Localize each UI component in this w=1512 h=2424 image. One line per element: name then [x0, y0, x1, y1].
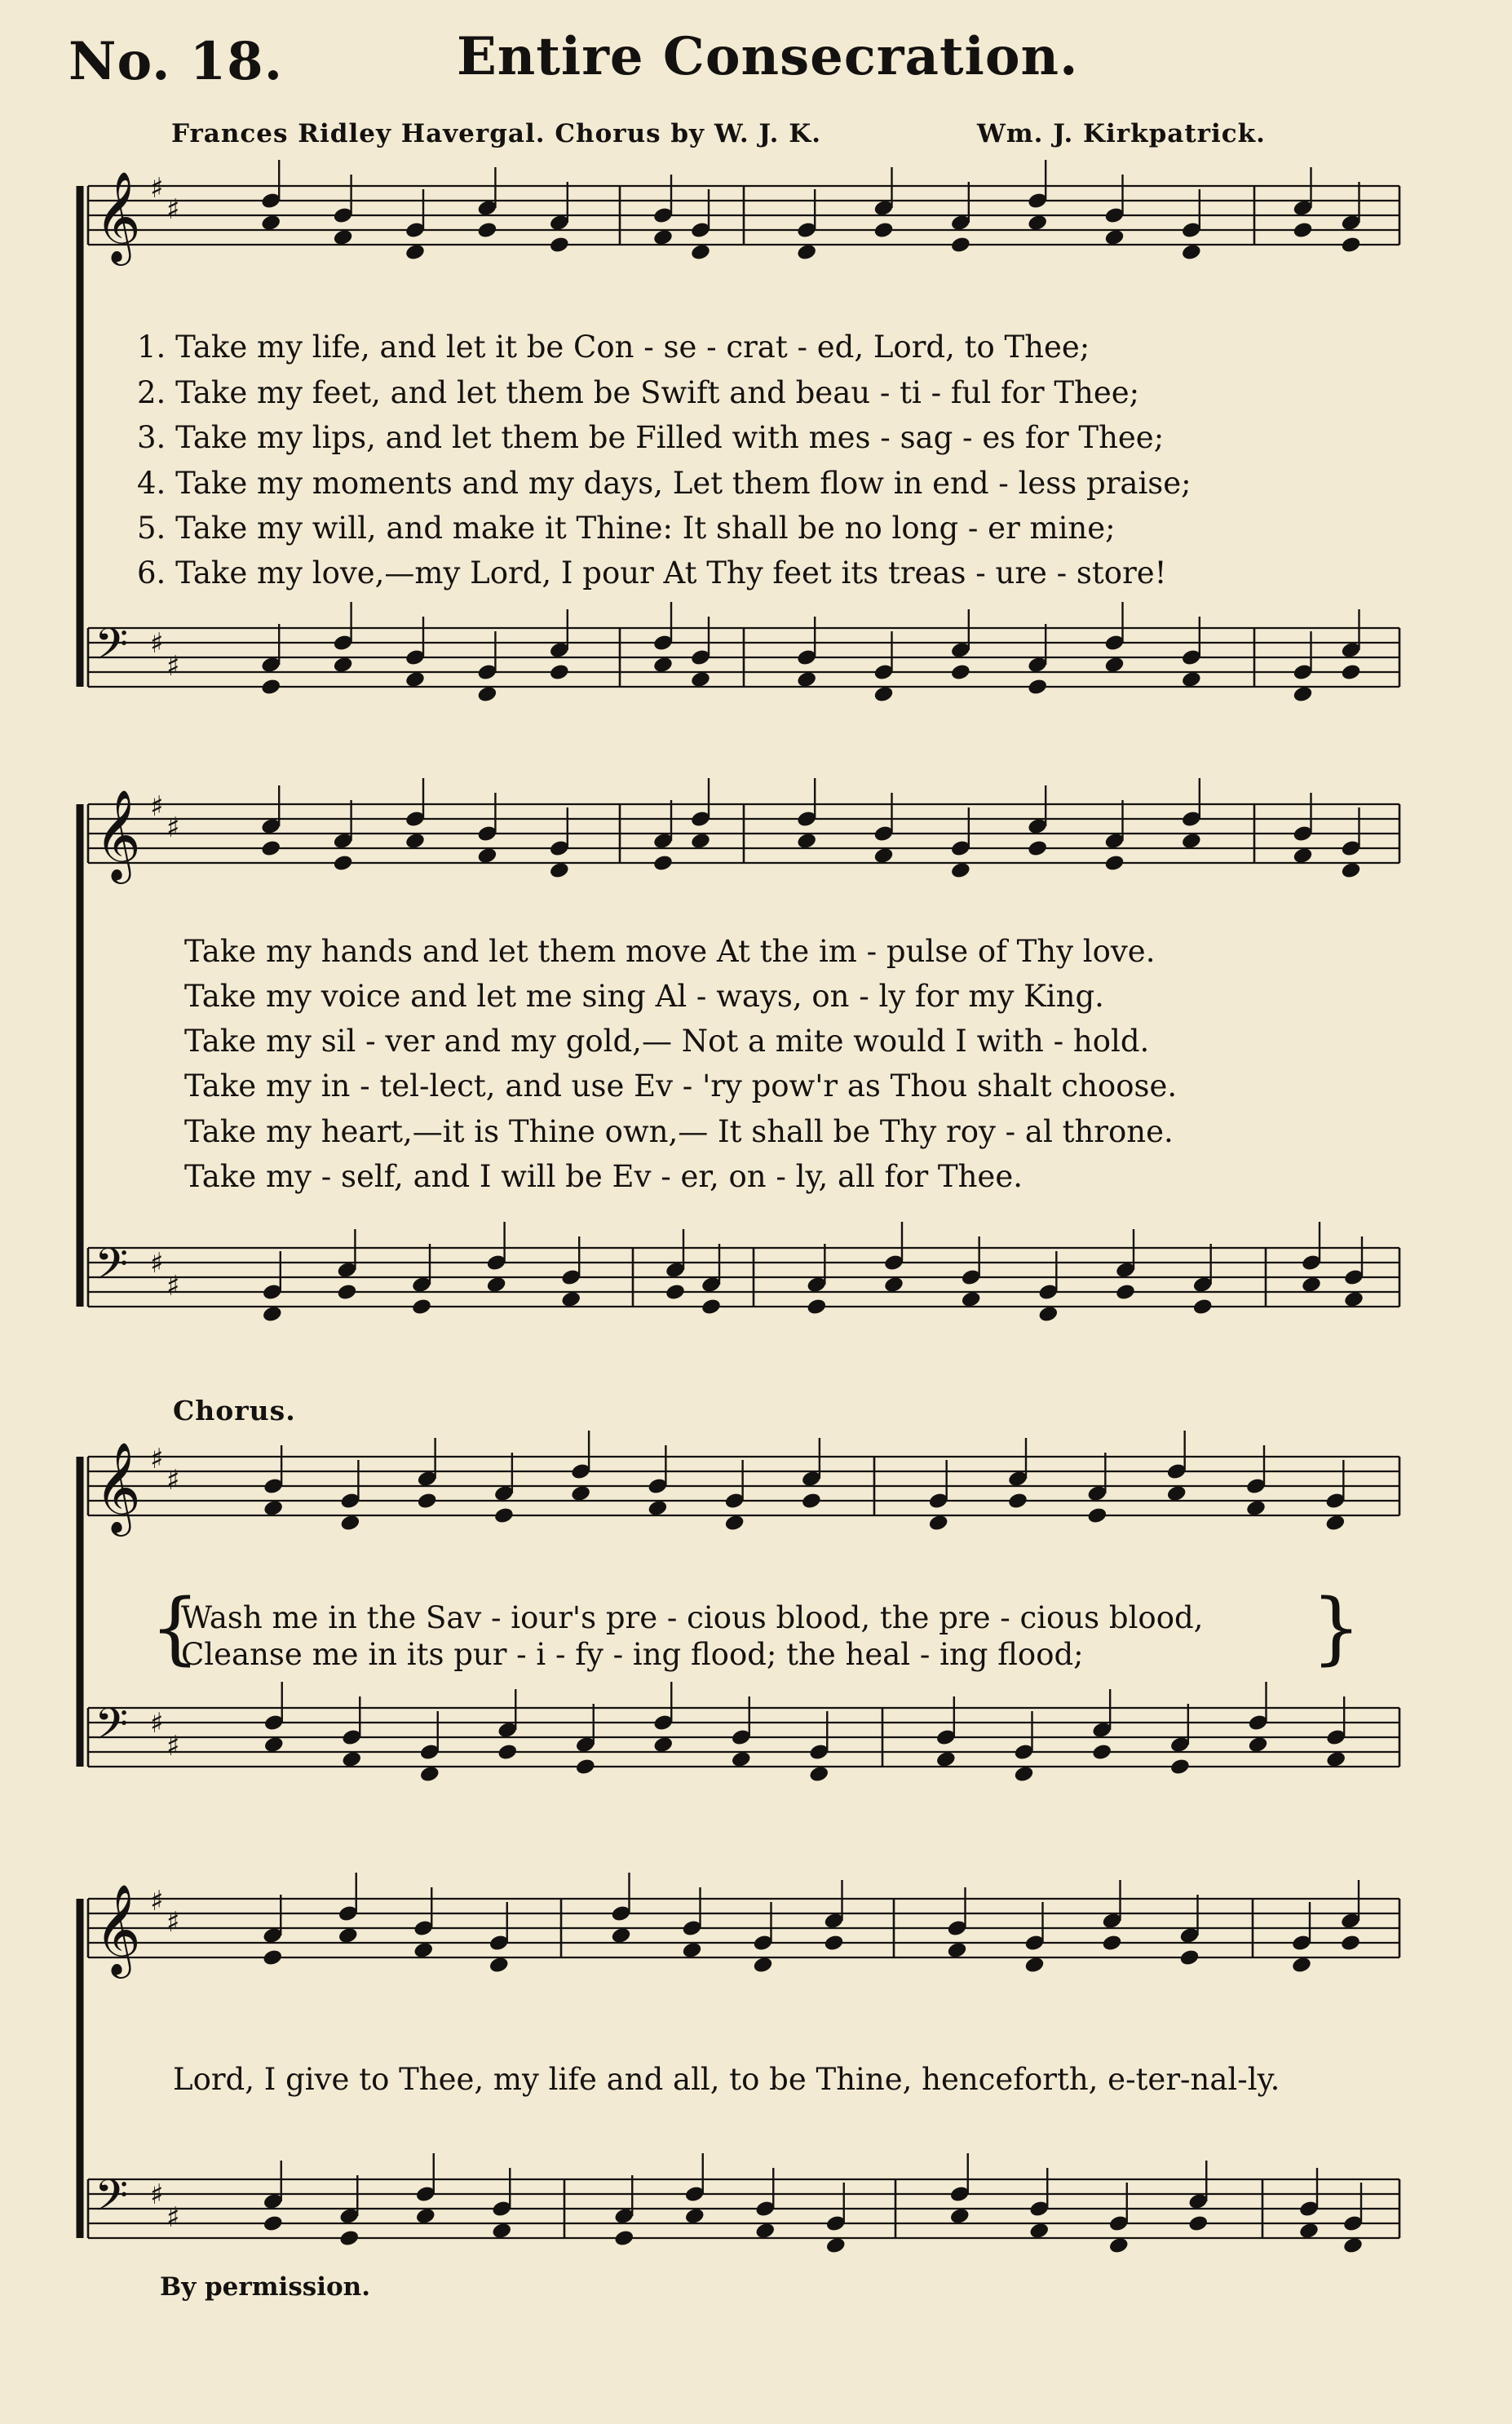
verse-6-line-2: Take my - self, and I will be Ev - er, on - ly, all for Thee.	[184, 1159, 1023, 1194]
notehead	[338, 2229, 360, 2248]
notehead	[1292, 685, 1313, 704]
notehead	[796, 243, 817, 262]
notehead	[341, 1750, 362, 1769]
notehead	[652, 1736, 674, 1754]
notehead	[493, 1506, 515, 1525]
notehead	[754, 2222, 776, 2240]
notehead	[652, 854, 674, 873]
notehead	[333, 656, 354, 675]
sharp-sign: ♯	[150, 172, 164, 205]
notehead	[497, 1743, 518, 1762]
verse-2-line-2: Take my voice and let me sing Al - ways, on - ly for my King.	[184, 979, 1104, 1014]
notehead	[1292, 847, 1313, 865]
sharp-sign: ♯	[166, 650, 180, 683]
treble-clef: 𝄞	[95, 789, 141, 880]
notehead	[1181, 670, 1202, 689]
notehead	[796, 832, 817, 851]
bass-clef: 𝄢	[95, 2171, 129, 2232]
notehead	[338, 1926, 359, 1945]
bass-clef: 𝄢	[95, 1700, 129, 1760]
sharp-sign: ♯	[166, 1270, 180, 1303]
sharp-sign: ♯	[166, 812, 180, 844]
notehead	[652, 228, 674, 247]
chorus-brace-left: {	[150, 1582, 201, 1674]
notehead	[883, 1276, 904, 1294]
bass-clef: 𝄢	[95, 620, 129, 680]
notehead	[1027, 678, 1048, 697]
notehead	[731, 1750, 752, 1769]
notehead	[690, 243, 711, 262]
bass-clef: 𝄢	[95, 1240, 129, 1300]
notehead	[950, 861, 971, 880]
sharp-sign: ♯	[150, 790, 164, 823]
notehead	[260, 678, 281, 697]
notehead	[1103, 656, 1125, 675]
notehead	[260, 839, 281, 858]
notehead	[1343, 1290, 1364, 1309]
notehead	[413, 1941, 434, 1960]
notehead	[333, 228, 354, 247]
permission-note: By permission.	[160, 2272, 371, 2302]
verse-3-line-1: 3. Take my lips, and let them be Filled with mes - sag - es for Thee;	[137, 420, 1165, 455]
notehead	[1027, 214, 1048, 232]
hymn-number: No. 18.	[69, 31, 283, 92]
notehead	[489, 1956, 510, 1975]
notehead	[263, 1736, 285, 1754]
verse-4-line-1: 4. Take my moments and my days, Let them flow in end - less praise;	[137, 466, 1191, 501]
notehead	[724, 1514, 745, 1533]
chorus-final-line: Lord, I give to Thee, my life and all, to be Thine, henceforth, e-ter-nal-ly.	[173, 2062, 1280, 2097]
notehead	[339, 1514, 360, 1533]
notehead	[873, 221, 894, 240]
notehead	[1247, 1736, 1268, 1754]
notehead	[935, 1750, 957, 1769]
notehead	[1192, 1298, 1214, 1316]
sharp-sign: ♯	[166, 2201, 180, 2234]
chorus-label: Chorus.	[173, 1395, 296, 1427]
notehead	[949, 2207, 970, 2226]
notehead	[1028, 2222, 1050, 2240]
sharp-sign: ♯	[150, 1443, 164, 1475]
notehead	[796, 670, 817, 689]
notehead	[825, 2236, 847, 2255]
notehead	[1091, 1743, 1112, 1762]
verse-5-line-1: 5. Take my will, and make it Thine: It shall be no long - er mine;	[137, 511, 1116, 546]
sharp-sign: ♯	[150, 2179, 164, 2211]
notehead	[476, 847, 497, 865]
notehead	[549, 861, 570, 880]
hymn-title: Entire Consecration.	[457, 26, 1079, 87]
notehead	[549, 663, 570, 682]
verse-6-line-1: 6. Take my love,—my Lord, I pour At Thy feet its treas - ure - store!	[137, 555, 1167, 591]
sharp-sign: ♯	[150, 1885, 164, 1918]
treble-clef: 𝄞	[95, 1441, 141, 1533]
notehead	[336, 1283, 357, 1302]
notehead	[405, 243, 426, 262]
notehead	[1103, 228, 1125, 247]
notehead	[560, 1290, 581, 1309]
notehead	[681, 1941, 702, 1960]
notehead	[1245, 1499, 1267, 1518]
verse-1-line-2: Take my hands and let them move At the im - pulse of Thy love.	[184, 934, 1156, 969]
notehead	[476, 685, 497, 704]
lyricist-credit: Frances Ridley Havergal. Chorus by W. J. K.	[171, 119, 821, 148]
notehead	[950, 236, 971, 254]
chorus-line-1: Wash me in the Sav - iour's pre - cious blood, the pre - cious blood,	[181, 1600, 1204, 1635]
verse-2-line-1: 2. Take my feet, and let them be Swift and beau - ti - ful for Thee;	[137, 375, 1140, 410]
notehead	[1291, 1956, 1312, 1975]
notehead	[415, 2207, 436, 2226]
notehead	[823, 1934, 844, 1953]
notehead	[684, 2207, 705, 2226]
sharp-sign: ♯	[166, 193, 180, 226]
notehead	[491, 2222, 512, 2240]
notehead	[1027, 839, 1048, 858]
notehead	[1037, 1305, 1059, 1324]
notehead	[262, 1948, 283, 1967]
notehead	[950, 663, 971, 682]
notehead	[405, 832, 426, 851]
notehead	[476, 221, 497, 240]
notehead	[1103, 854, 1125, 873]
verse-1-line-1: 1. Take my life, and let it be Con - se - crat - ed, Lord, to Thee;	[137, 330, 1090, 365]
sharp-sign: ♯	[166, 1730, 180, 1763]
notehead	[1013, 1765, 1034, 1784]
notehead	[262, 1305, 283, 1324]
notehead	[411, 1298, 432, 1316]
notehead	[260, 214, 281, 232]
sharp-sign: ♯	[166, 1906, 180, 1939]
chorus-line-2: Cleanse me in its pur - i - fy - ing flood; the heal - ing flood;	[181, 1637, 1084, 1672]
notehead	[652, 656, 674, 675]
sharp-sign: ♯	[150, 1247, 164, 1280]
notehead	[647, 1499, 668, 1518]
sharp-sign: ♯	[166, 1464, 180, 1497]
notehead	[806, 1298, 827, 1316]
composer-credit: Wm. J. Kirkpatrick.	[977, 119, 1266, 148]
notehead	[417, 1492, 438, 1511]
notehead	[961, 1290, 982, 1309]
verse-4-line-2: Take my in - tel-lect, and use Ev - 'ry pow'r as Thou shalt choose.	[184, 1068, 1178, 1104]
notehead	[1166, 1484, 1187, 1503]
notehead	[575, 1758, 596, 1776]
notehead	[1187, 2214, 1209, 2233]
notehead	[1178, 1948, 1200, 1967]
notehead	[1086, 1506, 1107, 1525]
sharp-sign: ♯	[150, 627, 164, 660]
verse-5-line-2: Take my heart,—it is Thine own,— It shall be Thy roy - al throne.	[184, 1114, 1174, 1149]
notehead	[1325, 1750, 1346, 1769]
notehead	[928, 1514, 949, 1533]
notehead	[1301, 1276, 1322, 1294]
notehead	[1108, 2236, 1130, 2255]
treble-clef: 𝄞	[95, 170, 141, 262]
notehead	[613, 2229, 634, 2248]
notehead	[1340, 236, 1361, 254]
notehead	[263, 2214, 284, 2233]
notehead	[690, 832, 711, 851]
notehead	[946, 1941, 967, 1960]
notehead	[665, 1283, 686, 1302]
notehead	[873, 847, 894, 865]
verse-3-line-2: Take my sil - ver and my gold,— Not a mite would I with - hold.	[184, 1024, 1150, 1059]
notehead	[1007, 1492, 1028, 1511]
notehead	[419, 1765, 440, 1784]
notehead	[405, 670, 426, 689]
notehead	[1342, 2236, 1364, 2255]
notehead	[1324, 1514, 1346, 1533]
notehead	[1181, 243, 1202, 262]
notehead	[752, 1956, 773, 1975]
notehead	[1340, 663, 1361, 682]
notehead	[549, 236, 570, 254]
notehead	[486, 1276, 507, 1294]
notehead	[570, 1484, 591, 1503]
notehead	[1181, 832, 1202, 851]
notehead	[801, 1492, 822, 1511]
treble-clef: 𝄞	[95, 1883, 141, 1975]
notehead	[1298, 2222, 1320, 2240]
notehead	[1101, 1934, 1122, 1953]
notehead	[1023, 1956, 1045, 1975]
notehead	[263, 1499, 284, 1518]
notehead	[1340, 1934, 1361, 1953]
notehead	[808, 1765, 829, 1784]
notehead	[1340, 861, 1361, 880]
notehead	[610, 1926, 631, 1945]
notehead	[1292, 221, 1313, 240]
notehead	[1115, 1283, 1136, 1302]
sharp-sign: ♯	[150, 1707, 164, 1740]
notehead	[701, 1298, 722, 1316]
notehead	[690, 670, 711, 689]
notehead	[1169, 1758, 1191, 1776]
notehead	[333, 854, 354, 873]
chorus-brace-right: }	[1311, 1582, 1362, 1674]
notehead	[873, 685, 894, 704]
